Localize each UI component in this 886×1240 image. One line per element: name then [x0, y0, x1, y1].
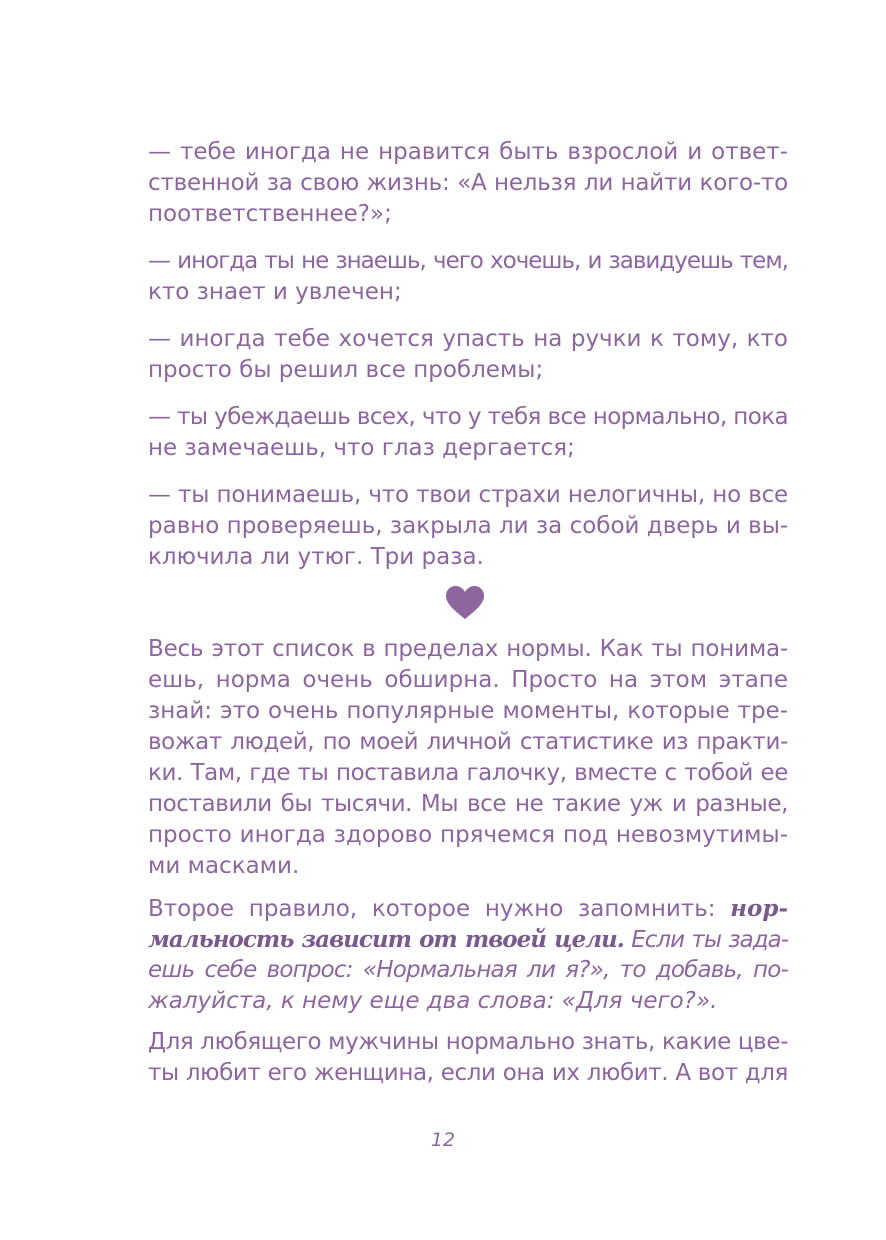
- text-line: ключила ли утюг. Три раза.: [148, 544, 484, 570]
- text-line: ми масками.: [148, 853, 300, 879]
- paragraph: [148, 893, 788, 1017]
- text-line: не замечаешь, что глаз дергается;: [148, 435, 575, 461]
- text-line: ешь, норма очень обширна. Просто на этом этапе: [148, 667, 788, 693]
- text-line: [148, 924, 788, 955]
- text-line: — ты убеждаешь всех, что у тебя все нормально, пока: [148, 404, 788, 430]
- text-line: — ты понимаешь, что твои страхи нелогичны, но все: [148, 482, 788, 508]
- emphasis-text: нор-: [730, 895, 788, 922]
- text-line: знай: это очень популярные моменты, которые тре-: [148, 698, 788, 724]
- text-line: ки. Там, где ты поставила галочку, вместе с тобой ее: [148, 760, 788, 786]
- list-item: [148, 480, 788, 573]
- italic-text: Если ты зада-: [623, 927, 789, 953]
- text-line: поответственнее?»;: [148, 201, 392, 227]
- text-line: [148, 893, 788, 924]
- emphasis-text: мальность зависит от твоей цели.: [148, 926, 624, 953]
- text-line: кто знает и увлечен;: [148, 279, 402, 305]
- text-line: поставили бы тысячи. Мы все не такие уж и разные,: [148, 791, 788, 817]
- list-item: [148, 137, 788, 230]
- page-number: 12: [430, 1129, 456, 1151]
- text-line: ты любит его женщина, если она их любит. А вот для: [148, 1060, 788, 1086]
- text-line: — тебе иногда не нравится быть взрослой и ответ-: [148, 139, 788, 165]
- text-line: ственной за свою жизнь: «А нельзя ли найти кого-то: [148, 170, 788, 196]
- paragraph: [148, 634, 788, 882]
- text-line: просто бы решил все проблемы;: [148, 357, 544, 383]
- text-line: жалуйста, к нему еще два слова: «Для чего?».: [148, 988, 718, 1014]
- text-line: — иногда тебе хочется упасть на ручки к тому, кто: [148, 326, 788, 352]
- plain-text: Второе правило, которое нужно запомнить:: [148, 896, 731, 922]
- list-item: [148, 246, 788, 308]
- text-line: Весь этот список в пределах нормы. Как ты понима-: [148, 636, 788, 662]
- text-line: — иногда ты не знаешь, чего хочешь, и завидуешь тем,: [148, 248, 788, 274]
- heart-icon: [446, 586, 484, 620]
- paragraph: [148, 1027, 788, 1089]
- text-line: Для любящего мужчины нормально знать, какие цве-: [148, 1029, 788, 1055]
- text-line: просто иногда здорово прячемся под невозмутимы-: [148, 822, 788, 848]
- text-line: равно проверяешь, закрыла ли за собой дверь и вы-: [148, 513, 789, 539]
- list-item: [148, 324, 788, 386]
- text-line: вожат людей, по моей личной статистике из практи-: [148, 729, 788, 755]
- text-line: ешь себе вопрос: «Нормальная ли я?», то добавь, по-: [148, 957, 788, 983]
- list-item: [148, 402, 788, 464]
